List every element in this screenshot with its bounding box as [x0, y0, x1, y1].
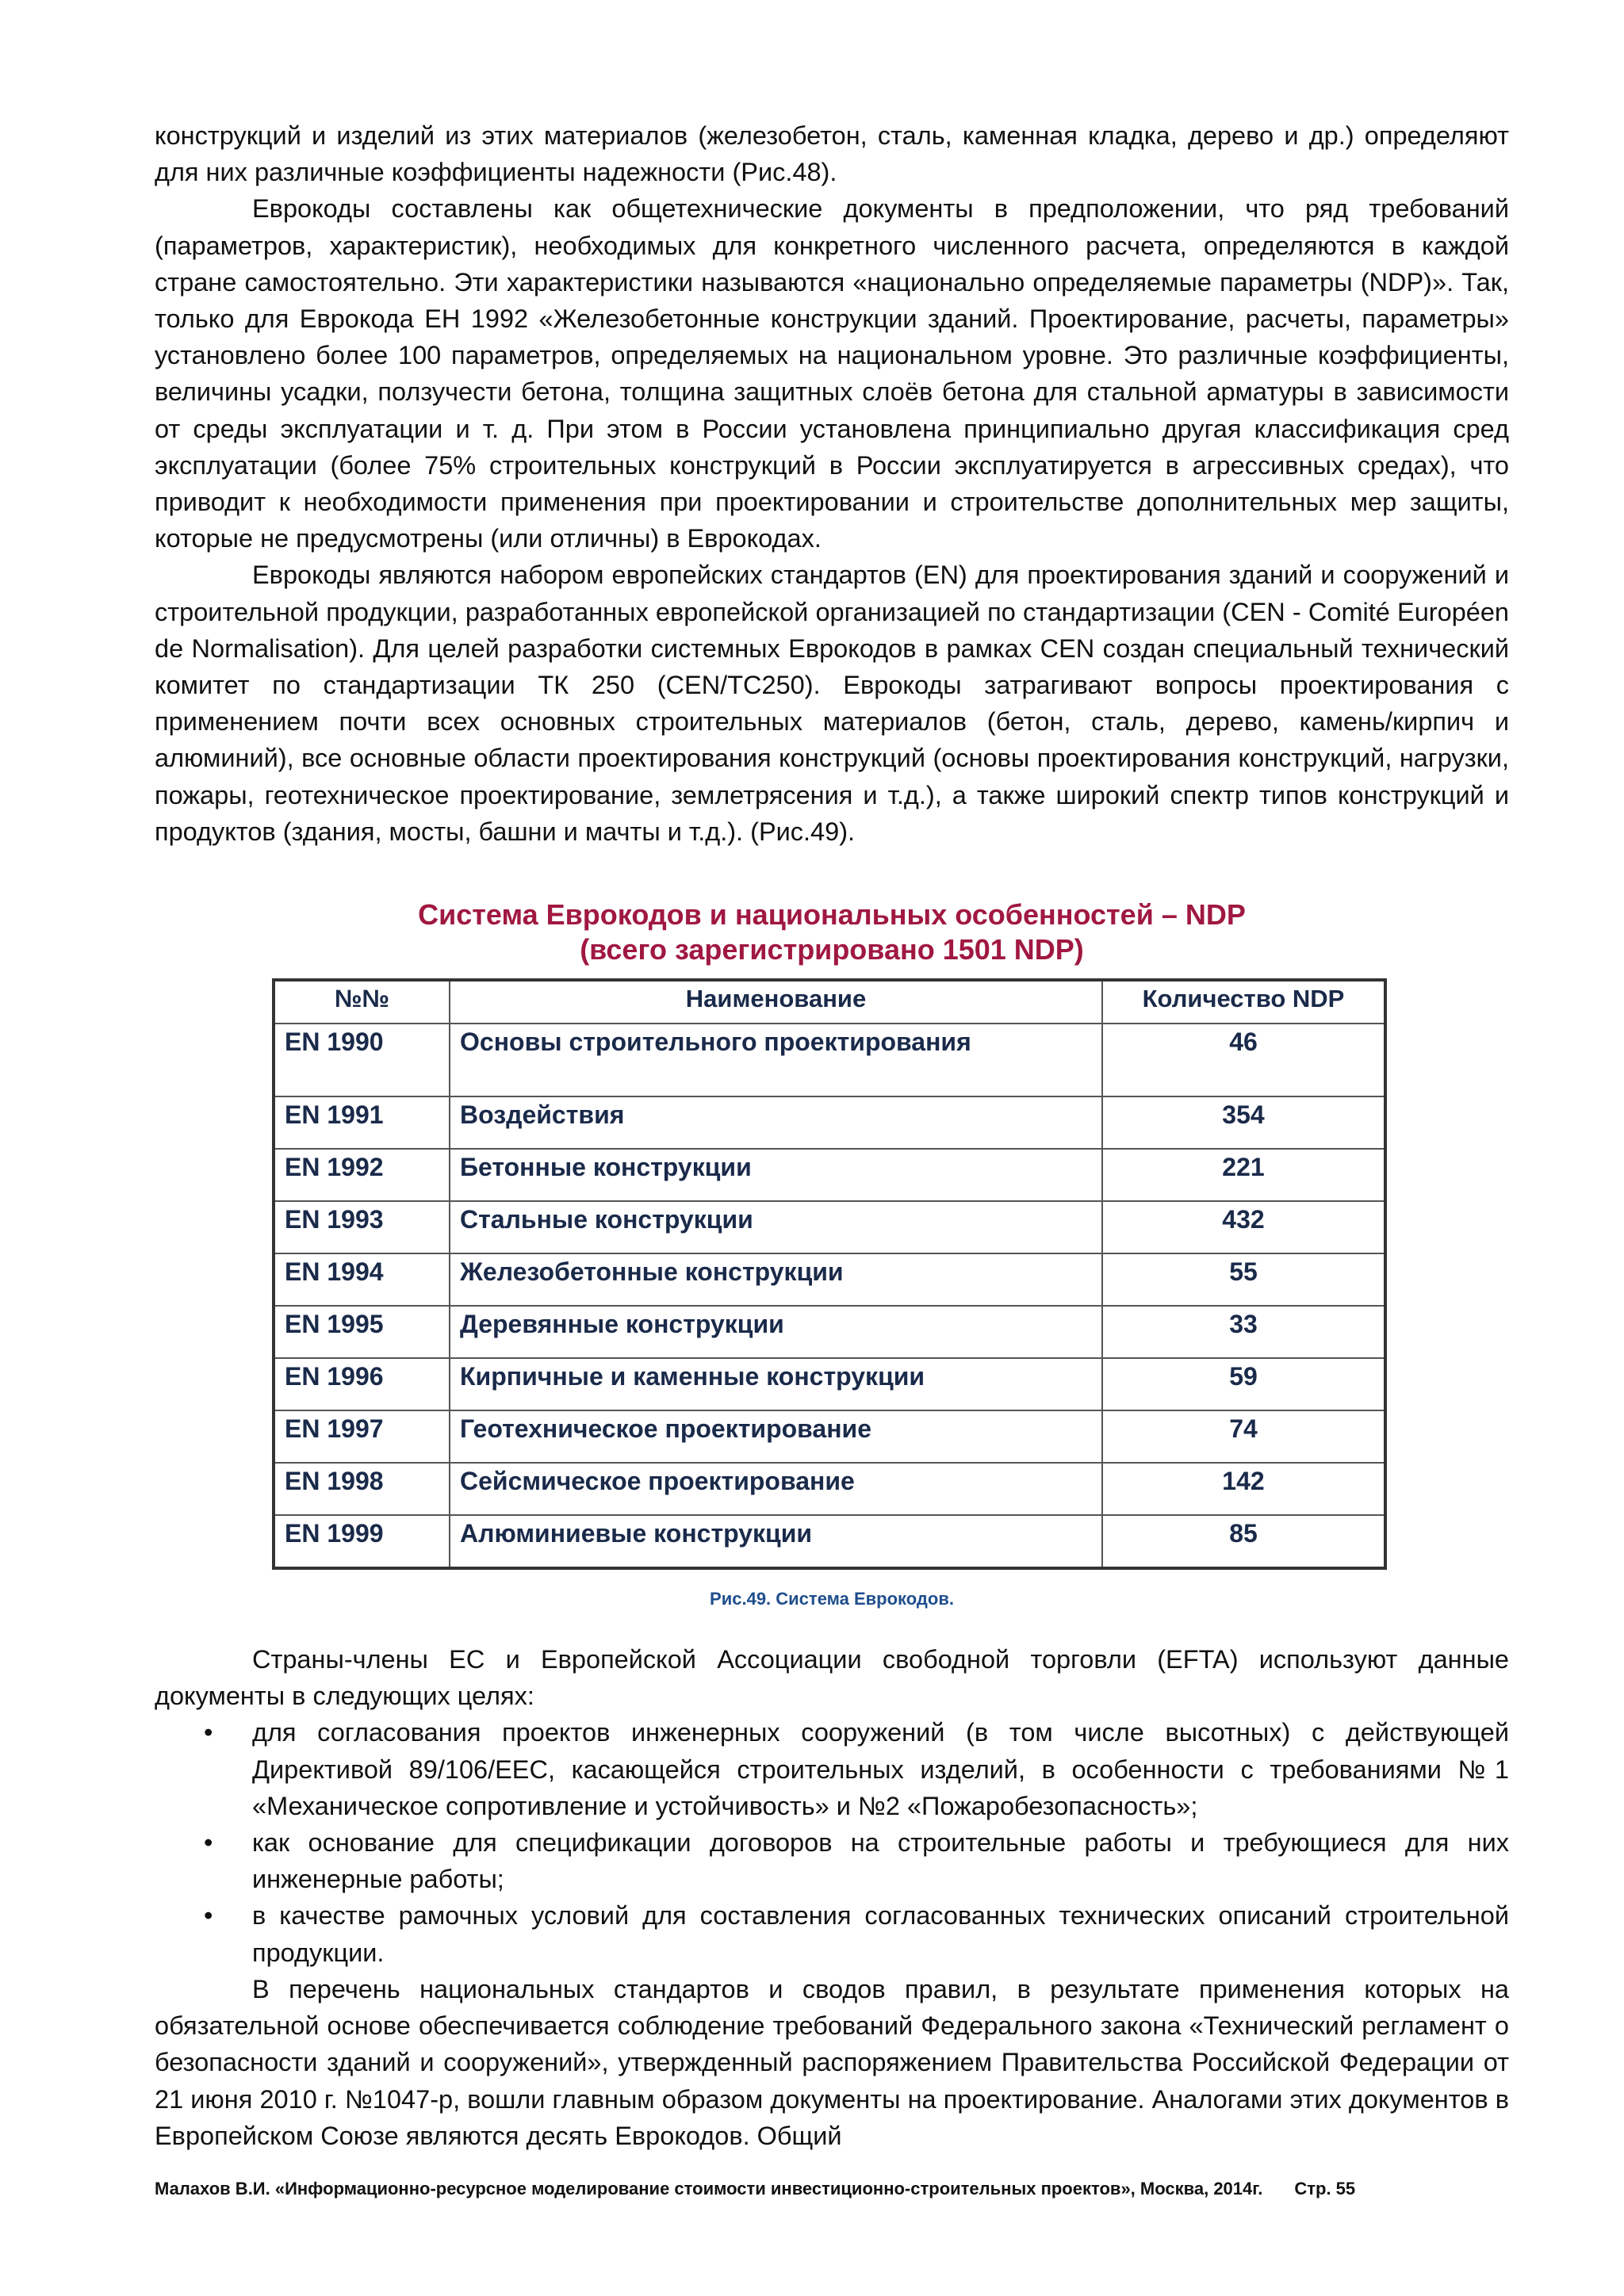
cell-name: Стальные конструкции [450, 1201, 1102, 1253]
figure-title-line: Система Еврокодов и национальных особенностей – NDP [418, 898, 1246, 932]
footer-citation: Малахов В.И. «Информационно-ресурсное моделирование стоимости инвестиционно-строительных проектов», Москва, 2014г. [155, 2179, 1263, 2198]
cell-count: 221 [1102, 1149, 1385, 1201]
paragraph: В перечень национальных стандартов и сводов правил, в результате применения которых на обязательной основе обеспечивается соблюдение требований Федерального закона «Технический регламент о безопасности зданий и сооружений», утвержденный распоряжением Правительства Российской Федерации от 21 июня 2010 г. №1047-р, вошли главным образом документы на проектирование. Аналогами этих документов в Европейском Союзе являются десять Еврокодов. Общий [155, 1974, 1509, 2150]
header-number: №№ [274, 980, 450, 1024]
header-name: Наименование [450, 980, 1102, 1024]
list-item: • в качестве рамочных условий для составления согласованных технических описаний строительной продукции. [155, 1897, 1509, 1970]
cell-name: Кирпичные и каменные конструкции [450, 1358, 1102, 1410]
ndp-table [272, 978, 1387, 1570]
cell-name: Деревянные конструкции [450, 1306, 1102, 1358]
cell-code: EN 1992 [274, 1149, 450, 1201]
cell-count: 354 [1102, 1096, 1385, 1149]
figure-eurocodes [155, 897, 1509, 1570]
table-row [274, 1201, 1385, 1253]
cell-code: EN 1991 [274, 1096, 450, 1149]
table-row [274, 1306, 1385, 1358]
table-row [274, 1358, 1385, 1410]
cell-count: 85 [1102, 1515, 1385, 1568]
cell-code: EN 1997 [274, 1410, 450, 1463]
page-number: Стр. 55 [1294, 2179, 1356, 2198]
cell-count: 59 [1102, 1358, 1385, 1410]
cell-code: EN 1995 [274, 1306, 450, 1358]
cell-count: 55 [1102, 1253, 1385, 1306]
paragraph: Страны-члены ЕС и Европейской Ассоциации свободной торговли (EFTA) используют данные документы в следующих целях: [155, 1645, 1509, 1711]
bullet-list [155, 1714, 1509, 1970]
paragraph: Еврокоды являются набором европейских стандартов (EN) для проектирования зданий и сооружений и строительной продукции, разработанных европейской организацией по стандартизации (CEN - Comité Européen de Normalisation). Для целей разработки системных Еврокодов в рамках CEN создан специальный технический комитет по стандартизации ТК 250 (CEN/TC250). Еврокоды затрагивают вопросы проектирования с применением почти всех основных строительных материалов (бетон, сталь, дерево, камень/кирпич и алюминий), все основные области проектирования конструкций (основы проектирования конструкций, нагрузки, пожары, геотехническое проектирование, землетрясения и т.д.), а также широкий спектр типов конструкций и продуктов (здания, мосты, башни и мачты и т.д.). (Рис.49). [155, 561, 1509, 846]
cell-code: EN 1993 [274, 1201, 450, 1253]
page-footer [155, 2179, 1624, 2247]
cell-code: EN 1999 [274, 1515, 450, 1568]
table-row [274, 1149, 1385, 1201]
paragraph: Еврокоды составлены как общетехнические документы в предположении, что ряд требований (параметров, характеристик), необходимых для конкретного численного расчета, определяются в каждой стране самостоятельно. Эти характеристики называются «национально определяемые параметры (NDP)». Так, только для Еврокода ЕН 1992 «Железобетонные конструкции зданий. Проектирование, расчеты, параметры» установлено более 100 параметров, определяемых на национальном уровне. Это различные коэффициенты, величины усадки, ползучести бетона, толщина защитных слоёв бетона для стальной арматуры в зависимости от среды эксплуатации и т. д. При этом в России установлена принципиально другая классификация сред эксплуатации (более 75% строительных конструкций в России эксплуатируется в агрессивных средах), что приводит к необходимости применения при проектировании и строительстве дополнительных мер защиты, которые не предусмотрены (или отличны) в Еврокодах. [155, 194, 1509, 553]
table-row [274, 1024, 1385, 1096]
cell-count: 33 [1102, 1306, 1385, 1358]
figure-caption: Рис.49. Система Еврокодов. [710, 1589, 954, 1609]
cell-code: EN 1990 [274, 1024, 450, 1096]
figure-title-line: (всего зарегистрировано 1501 NDP) [580, 933, 1084, 966]
table-row [274, 1515, 1385, 1568]
paragraph: конструкций и изделий из этих материалов (железобетон, сталь, каменная кладка, дерево и др.) определяют для них различные коэффициенты надежности (Рис.48). [155, 121, 1509, 187]
list-item: • для согласования проектов инженерных сооружений (в том числе высотных) с действующей Директивой 89/106/ЕЕС, касающейся строительных изделий, в особенности с требованиями №1 «Механическое сопротивление и устойчивость» и №2 «Пожаробезопасность»; [155, 1714, 1509, 1824]
cell-code: EN 1994 [274, 1253, 450, 1306]
cell-count: 432 [1102, 1201, 1385, 1253]
cell-code: EN 1998 [274, 1463, 450, 1515]
page-content [155, 0, 1509, 2155]
cell-name: Железобетонные конструкции [450, 1253, 1102, 1306]
table-row [274, 1253, 1385, 1306]
cell-code: EN 1996 [274, 1358, 450, 1410]
cell-count: 142 [1102, 1463, 1385, 1515]
table-row [274, 1410, 1385, 1463]
cell-count: 74 [1102, 1410, 1385, 1463]
table-row [274, 1096, 1385, 1149]
cell-name: Сейсмическое проектирование [450, 1463, 1102, 1515]
header-count: Количество NDP [1102, 980, 1385, 1024]
figure-title [155, 897, 1509, 967]
cell-count: 46 [1102, 1024, 1385, 1096]
list-item: • как основание для спецификации договоров на строительные работы и требующиеся для них инженерные работы; [155, 1824, 1509, 1897]
cell-name: Алюминиевые конструкции [450, 1515, 1102, 1568]
table-row [274, 1463, 1385, 1515]
cell-name: Геотехническое проектирование [450, 1410, 1102, 1463]
cell-name: Основы строительного проектирования [450, 1024, 1102, 1096]
cell-name: Бетонные конструкции [450, 1149, 1102, 1201]
cell-name: Воздействия [450, 1096, 1102, 1149]
